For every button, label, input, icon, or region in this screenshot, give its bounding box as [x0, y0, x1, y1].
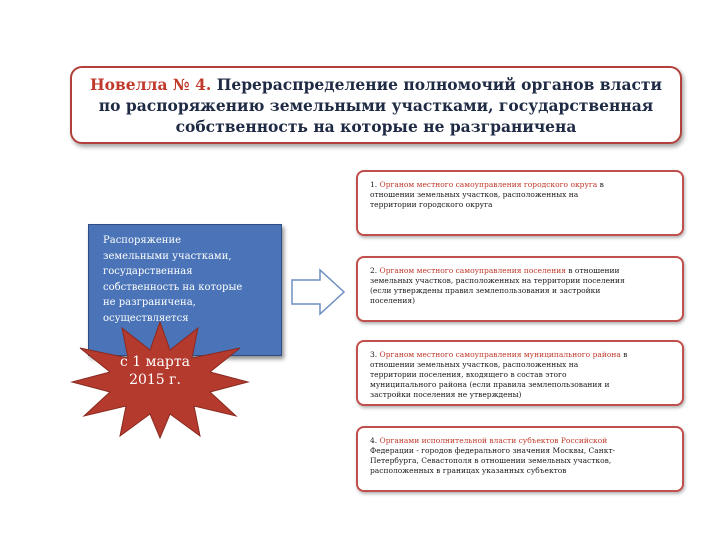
starburst-label [100, 353, 210, 389]
item-line: муниципального района (если правила землепользования и [370, 380, 610, 389]
left-panel-line: Распоряжение [103, 235, 182, 246]
item-line [370, 266, 672, 276]
item-line: территории поселения, входящего в состав этого [370, 370, 567, 379]
item-line: отношении земельных участков, расположенных на [370, 360, 579, 369]
item-box-4 [356, 426, 684, 492]
item-line [370, 350, 672, 360]
left-panel-line: государственная [103, 266, 193, 277]
item-line: Петербурга, Севастополя в отношении земельных участков, [370, 456, 612, 465]
item-line-rest: в [597, 180, 604, 189]
item-highlight: Органом местного самоуправления городского округа [379, 180, 598, 189]
item-number: 4. [370, 436, 378, 445]
item-line-rest: в [620, 350, 628, 359]
item-line: расположенных в границах указанных субъектов [370, 466, 567, 475]
item-line-rest: в отношении [565, 266, 620, 275]
item-line: застройки поселения не утверждены) [370, 390, 522, 399]
item-line: (если утверждены правил землепользования и застройки [370, 286, 601, 295]
right-arrow-icon [290, 268, 346, 316]
title-line-3: собственность на которые не разграничена [175, 117, 577, 136]
item-line [370, 180, 672, 190]
item-number: 2. [370, 266, 378, 275]
item-line: поселения) [370, 296, 416, 305]
item-line: территории городского округа [370, 200, 493, 209]
item-line [370, 436, 672, 446]
item-line: Федерации - городов федерального значения Москвы, Санкт- [370, 446, 616, 455]
title-line-2: по распоряжению земельными участками, государственная [98, 96, 654, 115]
left-panel-line: собственность на которые [103, 281, 243, 293]
left-panel-line: осуществляется [103, 312, 189, 324]
item-box-3 [356, 340, 684, 406]
item-number: 1. [370, 180, 378, 189]
item-highlight: Органами исполнительной власти субъектов Российской [379, 436, 608, 445]
title-novella: Новелла № 4. [89, 75, 212, 94]
title-line-1-rest: Перераспределение полномочий органов власти [211, 75, 663, 94]
item-line: отношении земельных участков, расположенных на [370, 190, 579, 199]
item-box-2 [356, 256, 684, 322]
item-highlight: Органом местного самоуправления поселения [379, 266, 566, 275]
item-number: 3. [370, 350, 378, 359]
starburst-line-1: с 1 марта [120, 354, 190, 370]
left-panel-line: земельными участками, [103, 250, 232, 262]
item-box-1 [356, 170, 684, 236]
item-highlight: Органом местного самоуправления муниципального района [379, 350, 621, 359]
left-panel-line: не разграничена, [103, 297, 196, 308]
starburst-line-2: 2015 г. [129, 372, 181, 388]
title-line-1 [72, 74, 680, 95]
item-line: земельных участков, расположенных на территории поселения [370, 276, 625, 285]
title-box [70, 66, 682, 144]
